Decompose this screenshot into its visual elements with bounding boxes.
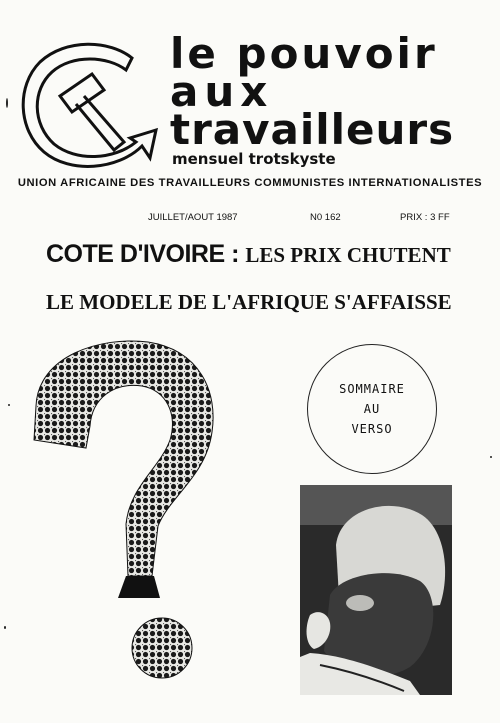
- masthead-title-line-3: travailleurs: [170, 105, 455, 154]
- summary-line-3: VERSO: [351, 422, 393, 436]
- scan-speck: [8, 404, 10, 406]
- masthead-title-line-2: aux: [170, 67, 274, 116]
- headline-country: COTE D'IVOIRE :: [46, 240, 239, 268]
- issue-number: N0 162: [310, 212, 341, 223]
- scan-speck: [490, 456, 492, 458]
- summary-line-2: AU: [363, 402, 381, 416]
- scan-speck: [4, 626, 6, 629]
- organization-name: UNION AFRICAINE DES TRAVAILLEURS COMMUNISTES INTERNATIONALISTES: [17, 177, 483, 189]
- portrait-photo: [300, 485, 452, 695]
- masthead-subtitle: mensuel trotskyste: [172, 150, 336, 168]
- hammer-sickle-icon: [14, 34, 164, 174]
- issue-price: PRIX : 3 FF: [400, 212, 450, 223]
- question-mark-image: [30, 336, 220, 708]
- scan-speck: [6, 98, 8, 108]
- summary-line-1: SOMMAIRE: [339, 382, 405, 396]
- masthead-title-line-1: le pouvoir: [170, 29, 438, 78]
- main-headline: [46, 240, 451, 269]
- headline-subtitle: LES PRIX CHUTENT: [245, 243, 451, 267]
- second-headline: LE MODELE DE L'AFRIQUE S'AFFAISSE: [46, 290, 452, 314]
- issue-date: JUILLET/AOUT 1987: [148, 212, 238, 223]
- summary-badge: [307, 344, 437, 474]
